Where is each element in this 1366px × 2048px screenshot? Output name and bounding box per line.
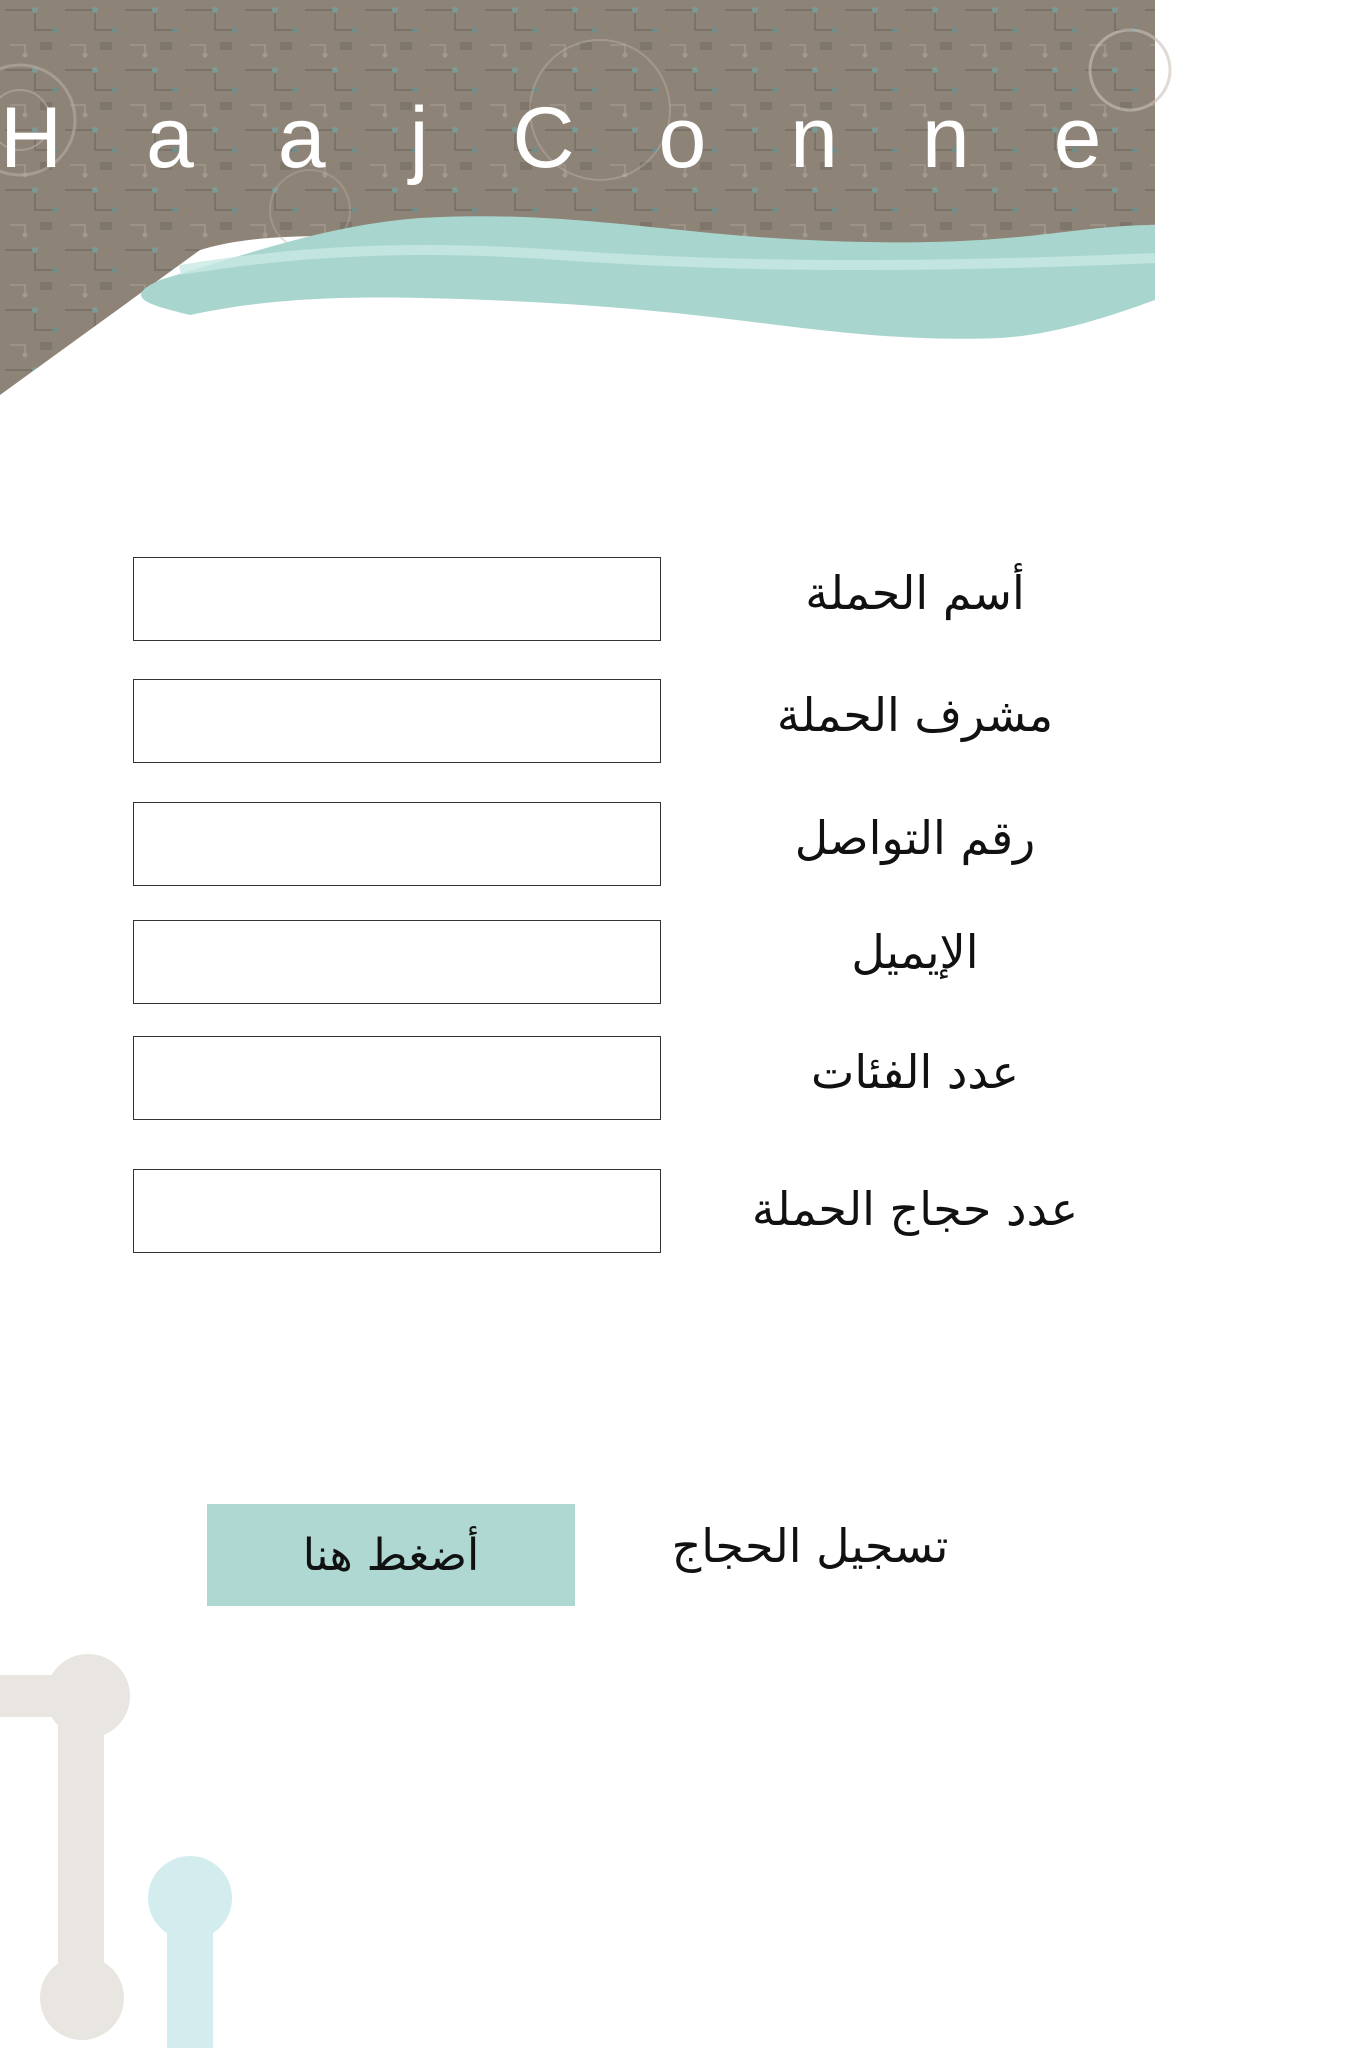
register-pilgrims-label: تسجيل الحجاج bbox=[671, 1519, 949, 1573]
pilgrims-count-input[interactable] bbox=[133, 1169, 661, 1253]
app-title: H a a j C o n n e c t bbox=[0, 90, 1366, 186]
header-background bbox=[0, 0, 1366, 400]
campaign-name-input[interactable] bbox=[133, 557, 661, 641]
categories-count-label: عدد الفئات bbox=[811, 1045, 1019, 1099]
teal-trace bbox=[148, 1856, 232, 2048]
email-input[interactable] bbox=[133, 920, 661, 1004]
campaign-supervisor-label: مشرف الحملة bbox=[776, 688, 1054, 742]
campaign-supervisor-input[interactable] bbox=[133, 679, 661, 763]
email-label: الإيميل bbox=[851, 925, 979, 979]
categories-count-input[interactable] bbox=[133, 1036, 661, 1120]
circuit-trace-decoration bbox=[0, 1640, 260, 2048]
pilgrims-count-label: عدد حجاج الحملة bbox=[751, 1182, 1079, 1236]
campaign-name-label: أسم الحملة bbox=[805, 566, 1025, 620]
contact-number-label: رقم التواصل bbox=[794, 811, 1036, 865]
gray-trace bbox=[0, 1654, 130, 2040]
register-pilgrims-button[interactable]: أضغط هنا bbox=[207, 1504, 575, 1606]
contact-number-input[interactable] bbox=[133, 802, 661, 886]
